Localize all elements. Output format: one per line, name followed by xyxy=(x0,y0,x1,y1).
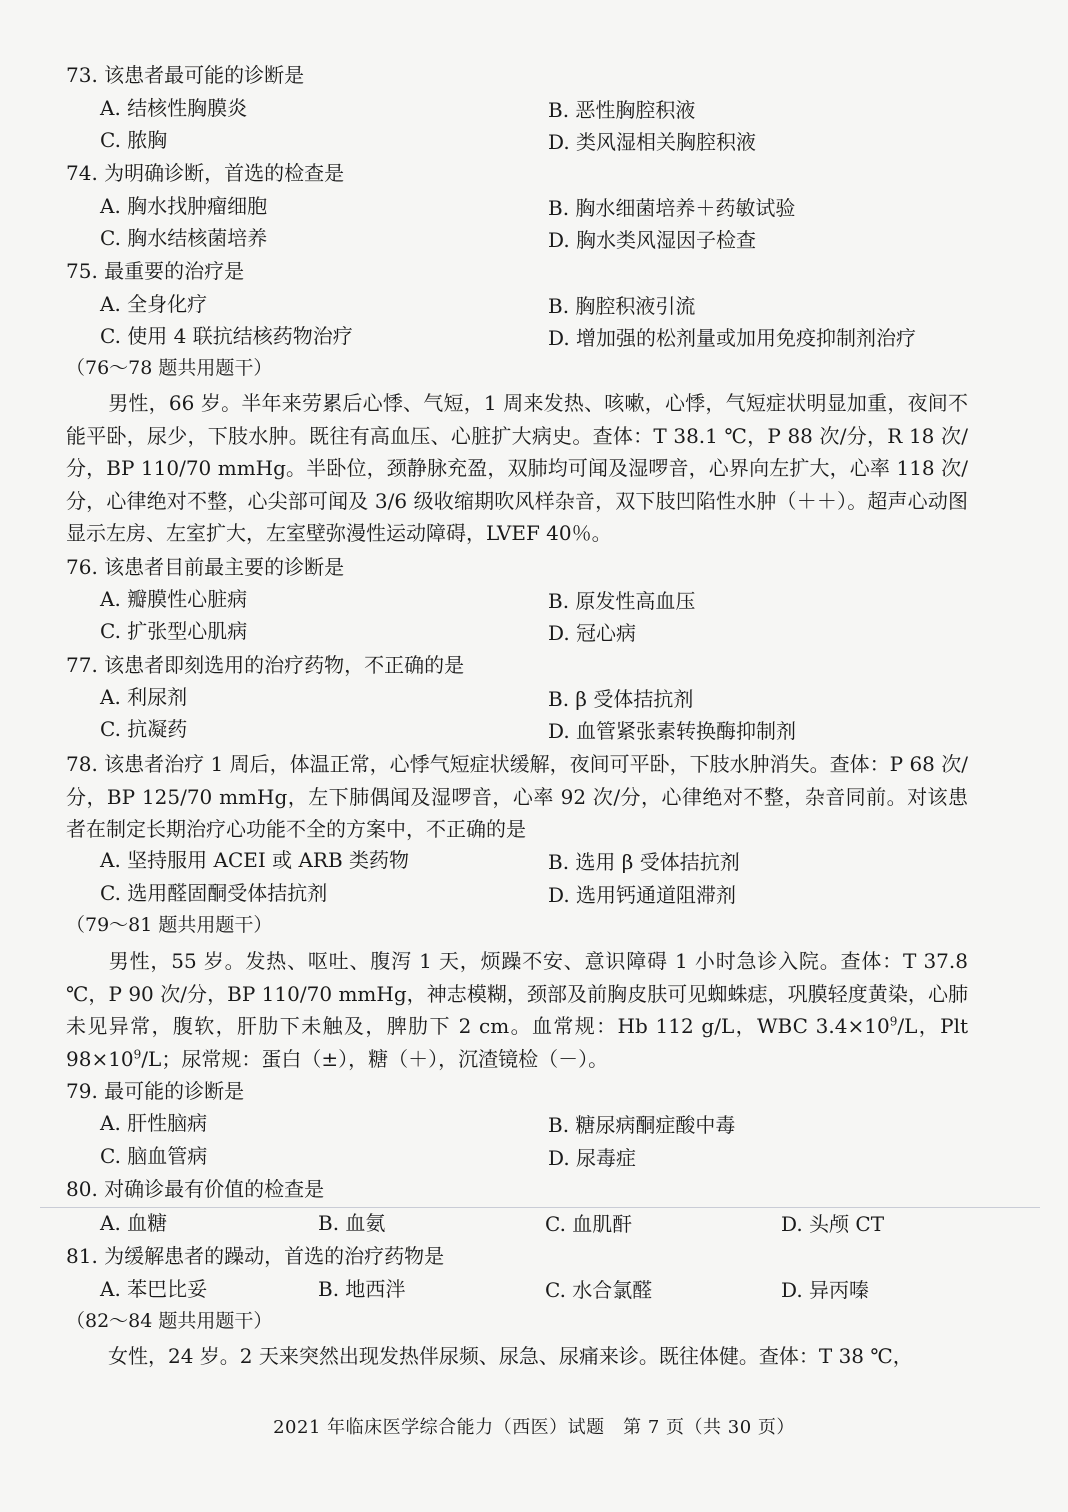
question-78-option-c: C. 选用醛固酮受体拮抗剂 xyxy=(100,881,328,905)
question-78-option-d: D. 选用钙通道阻滞剂 xyxy=(548,883,737,907)
question-79-option-d: D. 尿毒症 xyxy=(548,1146,637,1170)
question-74-option-a: A. 胸水找肿瘤细胞 xyxy=(100,194,268,218)
question-76-option-b: B. 原发性高血压 xyxy=(548,589,696,613)
shared-stem-header-82-84: （82～84 题共用题干） xyxy=(66,1310,273,1332)
question-76-option-c: C. 扩张型心肌病 xyxy=(100,619,248,643)
exponent-2: 9 xyxy=(133,1047,142,1062)
question-81-option-a: A. 苯巴比妥 xyxy=(100,1277,208,1301)
question-78-stem: 78. 该患者治疗 1 周后，体温正常，心悸气短症状缓解，夜间可平卧，下肢水肿消失。查体：P 68 次/分，BP 125/70 mmHg，左下肺偶闻及湿啰音，心率 92 次/分，心律绝对不整，杂音同前。对该患者在制定长期治疗心功能不全的方案中，不正确的是 xyxy=(66,752,968,842)
shared-stem-76-78-text: 男性，66 岁。半年来劳累后心悸、气短，1 周来发热、咳嗽，心悸，气短症状明显加重，夜间不能平卧，尿少，下肢水肿。既往有高血压、心脏扩大病史。查体：T 38.1 ℃，P 88 次/分，R 18 次/分，BP 110/70 mmHg。半卧位，颈静脉充盈，双肺均可闻及湿啰音，心界向左扩大，心率 118 次/分，心律绝对不整，心尖部可闻及 3/6 级收缩期吹风样杂音，双下肢凹陷性水肿（＋＋）。超声心动图显示左房、左室扩大，左室壁弥漫性运动障碍，LVEF 40％。 xyxy=(66,391,968,546)
question-75-stem: 75. 最重要的治疗是 xyxy=(66,259,245,283)
question-80-option-c: C. 血肌酐 xyxy=(545,1212,633,1236)
shared-stem-header-76-78: （76～78 题共用题干） xyxy=(66,357,273,379)
question-75-option-c: C. 使用 4 联抗结核药物治疗 xyxy=(100,324,353,348)
shared-stem-79-81-text-1: 男性，55 岁。发热、呕吐、腹泻 1 天，烦躁不安、意识障碍 1 小时急诊入院。查体：T 37.8 ℃，P 90 次/分，BP 110/70 mmHg，神志模糊，颈部及前胸皮肤可见蜘蛛痣，巩膜轻度黄染，心肺未见异常，腹软，肝肋下未触及，脾肋下 2 cm。血常规：Hb 112 g/L，WBC 3.4×10 xyxy=(66,949,968,1039)
question-78-option-b: B. 选用 β 受体拮抗剂 xyxy=(548,850,740,874)
question-77-option-c: C. 抗凝药 xyxy=(100,717,188,741)
question-73-stem: 73. 该患者最可能的诊断是 xyxy=(66,63,305,87)
question-74-option-c: C. 胸水结核菌培养 xyxy=(100,226,268,250)
question-80-option-b: B. 血氨 xyxy=(318,1211,386,1235)
question-81-option-d: D. 异丙嗪 xyxy=(781,1278,870,1302)
question-73-option-d: D. 类风湿相关胸腔积液 xyxy=(548,130,757,154)
question-78-option-a: A. 坚持服用 ACEI 或 ARB 类药物 xyxy=(100,848,410,872)
question-75-option-d: D. 增加强的松剂量或加用免疫抑制剂治疗 xyxy=(548,326,917,350)
question-76-option-d: D. 冠心病 xyxy=(548,621,637,645)
question-75-option-a: A. 全身化疗 xyxy=(100,292,208,316)
question-74-stem: 74. 为明确诊断，首选的检查是 xyxy=(66,161,345,185)
question-80-stem: 80. 对确诊最有价值的检查是 xyxy=(66,1177,325,1201)
question-73-option-c: C. 脓胸 xyxy=(100,128,168,152)
question-77-stem: 77. 该患者即刻选用的治疗药物，不正确的是 xyxy=(66,653,465,677)
question-79-stem: 79. 最可能的诊断是 xyxy=(66,1079,245,1103)
question-77-option-d: D. 血管紧张素转换酶抑制剂 xyxy=(548,719,797,743)
question-74-option-d: D. 胸水类风湿因子检查 xyxy=(548,228,757,252)
question-74-option-b: B. 胸水细菌培养＋药敏试验 xyxy=(548,196,796,220)
question-76-stem: 76. 该患者目前最主要的诊断是 xyxy=(66,555,345,579)
question-81-stem: 81. 为缓解患者的躁动，首选的治疗药物是 xyxy=(66,1244,445,1268)
question-80-option-a: A. 血糖 xyxy=(100,1211,168,1235)
question-81-option-b: B. 地西泮 xyxy=(318,1277,406,1301)
question-79-option-a: A. 肝性脑病 xyxy=(100,1111,208,1135)
question-79-option-b: B. 糖尿病酮症酸中毒 xyxy=(548,1113,736,1137)
scan-divider-line xyxy=(40,1207,1040,1208)
question-79-option-c: C. 脑血管病 xyxy=(100,1144,208,1168)
shared-stem-79-81-text-2: /L，Plt 98×10 xyxy=(66,1014,969,1071)
question-77-option-b: B. β 受体拮抗剂 xyxy=(548,687,694,711)
shared-stem-79-81-text-3: /L；尿常规：蛋白（±），糖（＋），沉渣镜检（－）。 xyxy=(141,1046,609,1071)
question-77-option-a: A. 利尿剂 xyxy=(100,685,188,709)
shared-stem-76-78 xyxy=(66,387,968,550)
exponent-1: 9 xyxy=(889,1014,898,1029)
shared-stem-79-81 xyxy=(66,945,968,1075)
question-76-option-a: A. 瓣膜性心脏病 xyxy=(100,587,248,611)
question-80-option-d: D. 头颅 CT xyxy=(781,1212,885,1236)
question-73-option-b: B. 恶性胸腔积液 xyxy=(548,98,696,122)
shared-stem-header-79-81: （79～81 题共用题干） xyxy=(66,914,273,936)
shared-stem-82-84: 女性，24 岁。2 天来突然出现发热伴尿频、尿急、尿痛来诊。既往体健。查体：T 38 ℃， xyxy=(108,1344,913,1368)
question-81-option-c: C. 水合氯醛 xyxy=(545,1278,653,1302)
page-footer: 2021 年临床医学综合能力（西医）试题 第 7 页（共 30 页） xyxy=(273,1417,795,1438)
question-73-option-a: A. 结核性胸膜炎 xyxy=(100,96,248,120)
question-75-option-b: B. 胸腔积液引流 xyxy=(548,294,696,318)
